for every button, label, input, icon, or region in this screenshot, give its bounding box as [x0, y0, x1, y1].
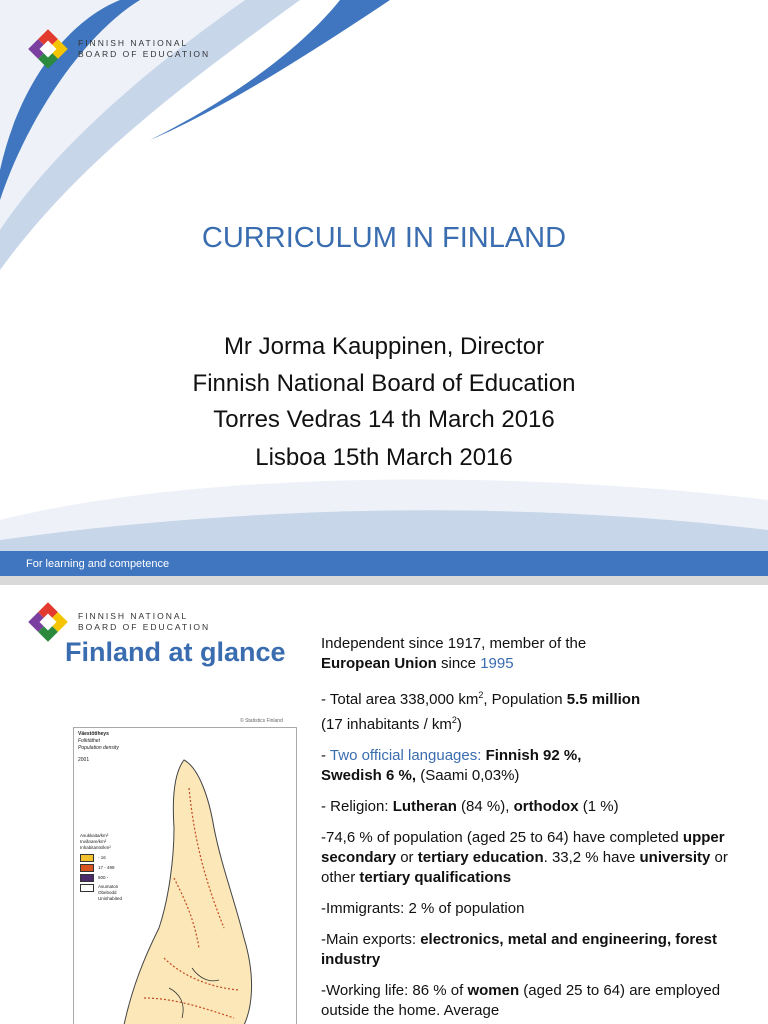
fnbe-logo-icon: [26, 600, 70, 644]
fnbe-logo: [26, 27, 210, 71]
footer-slogan: For learning and competence: [26, 558, 170, 570]
logo-line-2: BOARD OF EDUCATION: [78, 49, 211, 59]
legend-item: - 16: [80, 854, 124, 862]
map-heading-sv: Folktäthet: [78, 738, 100, 744]
fact-immigrants: -Immigrants: 2 % of population: [321, 900, 525, 917]
legend-item: 500 -: [80, 874, 124, 882]
fact-area-population: - Total area 338,000 $km^2$, Population 5.5 million (17 inhabitants / $km^2$): [321, 690, 641, 733]
population-density-map: [73, 727, 297, 1024]
legend-item: Asumaton Obebodd Uninhabited: [80, 884, 124, 902]
logo-line-2: BOARD OF EDUCATION: [78, 622, 211, 632]
fact-slide: [0, 585, 768, 1024]
slide-title: CURRICULUM IN FINLAND: [201, 222, 567, 254]
slide-title: Finland at glance: [65, 637, 286, 667]
fact-languages: - Two official languages: Finnish 92 %, Swedish 6 %, (Saami 0,03%): [321, 747, 582, 784]
fact-independence: Independent since 1917, member of the European Union since 1995: [321, 635, 587, 672]
fact-working-life: -Working life: 86 % of women (aged 25 to 64) are employed outside the home. Average: [321, 982, 721, 1019]
legend-title-3: Inhabitants/km²: [80, 845, 111, 850]
legend-title-1: Asukkaita/km²: [80, 833, 109, 838]
fact-exports: -Main exports: electronics, metal and engineering, forest industry: [321, 931, 717, 968]
logo-line-1: FINNISH NATIONAL: [78, 611, 189, 621]
fact-religion: - Religion: Lutheran (84 %), orthodox (1 %): [321, 798, 619, 815]
fact-education: -74,6 % of population (aged 25 to 64) have completed upper secondary or tertiary education. 33,2 % have university or other tertiary qualifications: [321, 829, 728, 886]
organization-line: Finnish National Board of Education: [192, 370, 576, 397]
map-heading: Väestötiheys: [78, 731, 109, 737]
map-year: 2001: [78, 757, 90, 763]
presenter-line: Mr Jorma Kauppinen, Director: [223, 333, 545, 360]
legend-title-2: Invånare/km²: [80, 839, 107, 844]
logo-line-1: FINNISH NATIONAL: [78, 38, 189, 48]
event-line-2: Lisboa 15th March 2016: [255, 444, 513, 471]
event-line-1: Torres Vedras 14 th March 2016: [213, 406, 555, 433]
fnbe-logo-icon: [26, 27, 70, 71]
facts-list: [321, 634, 741, 1024]
map-heading-en: Population density: [78, 745, 119, 751]
legend-item: 17 - 499: [80, 864, 124, 872]
map-copyright: © Statistics Finland: [240, 718, 283, 724]
